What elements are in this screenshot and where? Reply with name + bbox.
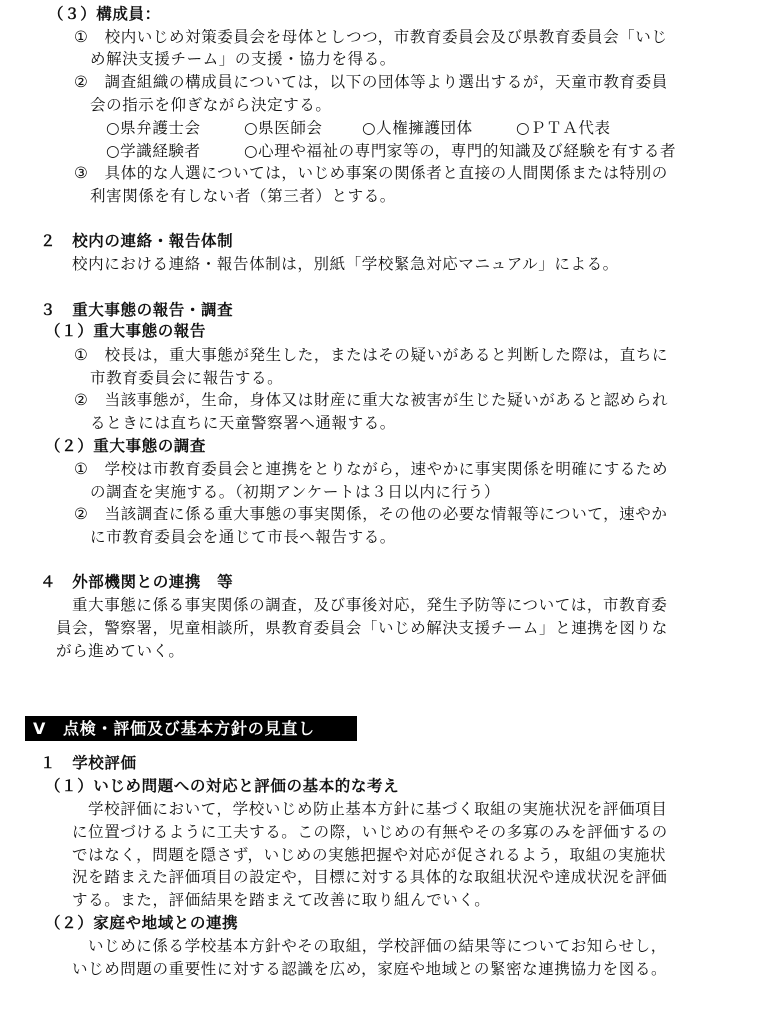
members-item1-line2: め解決支援チーム」の支援・協力を得る。 bbox=[90, 50, 396, 68]
ch5-sub1-body-line5: する。また，評価結果を踏まえて改善に取り組んでいく。 bbox=[72, 891, 491, 909]
ch5-sub1-body-line1: 学校評価において，学校いじめ防止基本方針に基づく取組の実施状況を評価項目 bbox=[88, 800, 668, 818]
chapter5-banner bbox=[25, 716, 357, 741]
sec3-sub1-heading: （１）重大事態の報告 bbox=[45, 322, 207, 340]
orgs-row1 bbox=[0, 117, 784, 139]
sec3-sub2-item2-line2: に市教育委員会を通じて市長へ報告する。 bbox=[90, 528, 396, 546]
school-evaluation-heading: １ 学校評価 bbox=[40, 754, 137, 772]
ch5-sub1-body-line4: 況を踏まえた評価項目の設定や，目標に対する具体的な取組状況や達成状況を評価 bbox=[72, 868, 668, 886]
sec4-body-line2: 員会，警察署，児童相談所，県教育委員会「いじめ解決支援チーム」と連携を図りな bbox=[56, 619, 668, 637]
orgs-row2 bbox=[0, 140, 784, 162]
members-item2-line1: ② 調査組織の構成員については，以下の団体等より選出するが，天童市教育委員 bbox=[74, 73, 668, 91]
ch5-sub2-body-line1: いじめに係る学校基本方針やその取組，学校評価の結果等についてお知らせし， bbox=[88, 937, 667, 955]
ch5-sub1-body-line3: ではなく，問題を隠さず，いじめの実態把握や対応が促されるよう，取組の実施状 bbox=[72, 846, 667, 864]
org-human-rights: ○人権擁護団体 bbox=[362, 119, 473, 137]
sec3-sub1-item1-line1: ① 校長は，重大事態が発生した，またはその疑いがあると判断した際は，直ちに bbox=[74, 346, 669, 364]
org-academics: ○学識経験者 bbox=[106, 142, 201, 160]
org-pta: ○ＰＴＡ代表 bbox=[516, 119, 611, 137]
sec4-heading: ４ 外部機関との連携 等 bbox=[40, 573, 234, 591]
members-item3-line2: 利害関係を有しない者（第三者）とする。 bbox=[90, 187, 396, 205]
members-item1-line1: ① 校内いじめ対策委員会を母体としつつ，市教育委員会及び県教育委員会「いじ bbox=[74, 28, 668, 46]
sec4-body-line1: 重大事態に係る事実関係の調査，及び事後対応，発生予防等については，市教育委 bbox=[72, 596, 668, 614]
org-lawyers: ○県弁護士会 bbox=[106, 119, 201, 137]
members-item2-line2: 会の指示を仰ぎながら決定する。 bbox=[90, 96, 332, 114]
sec3-sub1-item1-line2: 市教育委員会に報告する。 bbox=[90, 369, 284, 387]
sec3-heading: ３ 重大事態の報告・調査 bbox=[40, 301, 234, 319]
sec2-heading: ２ 校内の連絡・報告体制 bbox=[40, 232, 234, 250]
sec3-sub1-item2-line1: ② 当該事態が，生命，身体又は財産に重大な被害が生じた疑いがあると認められ bbox=[74, 391, 669, 409]
members-heading: （３）構成員： bbox=[48, 5, 161, 23]
chapter5-banner-title: Ⅴ 点検・評価及び基本方針の見直し bbox=[33, 719, 315, 738]
ch5-sub2-body-line2: いじめ問題の重要性に対する認識を広め，家庭や地域との緊密な連携協力を図る。 bbox=[72, 960, 668, 978]
sec4-body-line3: がら進めていく。 bbox=[56, 642, 185, 660]
sec3-sub2-item2-line1: ② 当該調査に係る重大事態の事実関係，その他の必要な情報等について，速やか bbox=[74, 505, 668, 523]
org-doctors: ○県医師会 bbox=[244, 119, 323, 137]
sec2-body: 校内における連絡・報告体制は，別紙「学校緊急対応マニュアル」による。 bbox=[72, 255, 619, 273]
ch5-sub2-heading: （２）家庭や地域との連携 bbox=[45, 914, 239, 932]
sec3-sub1-item2-line2: るときには直ちに天童警察署へ通報する。 bbox=[90, 414, 396, 432]
org-specialists: ○心理や福祉の専門家等の，専門的知識及び経験を有する者 bbox=[244, 142, 677, 160]
sec3-sub2-item1-line1: ① 学校は市教育委員会と連携をとりながら，速やかに事実関係を明確にするため bbox=[74, 460, 669, 478]
ch5-sub1-heading: （１）いじめ問題への対応と評価の基本的な考え bbox=[45, 777, 400, 795]
members-item3-line1: ③ 具体的な人選については，いじめ事案の関係者と直接の人間関係または特別の bbox=[74, 164, 668, 182]
ch5-sub1-body-line2: に位置づけるように工夫する。この際，いじめの有無やその多寡のみを評価するの bbox=[72, 823, 668, 841]
sec3-sub2-heading: （２）重大事態の調査 bbox=[45, 437, 207, 455]
sec3-sub2-item1-line2: の調査を実施する。（初期アンケートは３日以内に行う） bbox=[90, 483, 500, 501]
